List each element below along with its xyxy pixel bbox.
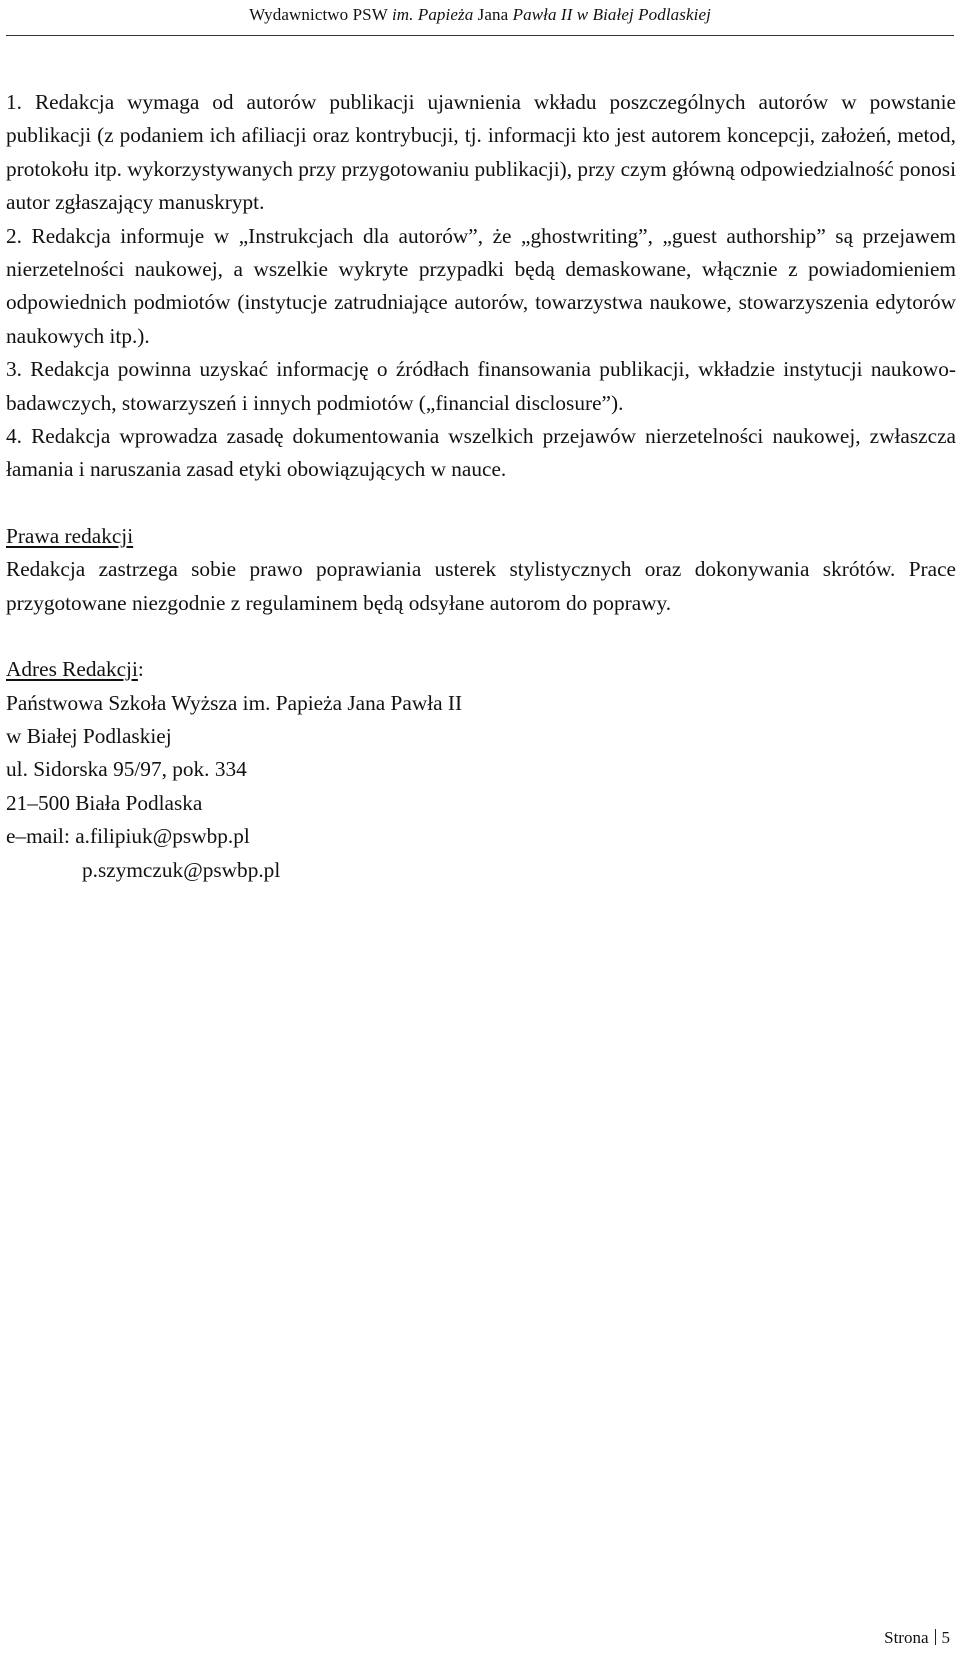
footer-label: Strona — [884, 1628, 929, 1647]
page-footer — [884, 1627, 950, 1649]
address-email-1: e–mail: a.filipiuk@pswbp.pl — [6, 824, 250, 849]
paragraph-3: 3. Redakcja powinna uzyskać informację o źródłach finansowania publikacji, wkładzie instytucji naukowo-badawczych, stowarzyszeń i innych podmiotów („financial disclosure”). — [6, 357, 956, 415]
header-school-italic: im. Papieża — [391, 5, 474, 24]
rights-text: Redakcja zastrzega sobie prawo poprawiania usterek stylistycznych oraz dokonywania skrótów. Prace przygotowane niezgodnie z regulaminem będą odsyłane autorom do poprawy. — [6, 557, 956, 615]
rights-title: Prawa redakcji — [6, 523, 134, 548]
paragraph-2: 2. Redakcja informuje w „Instrukcjach dla autorów”, że „ghostwriting”, „guest authorship” są przejawem nierzetelności naukowej, a wszelkie wykryte przypadki będą demaskowane, włącznie z powiadomieniem odpowiednich podmiotów (instytucje zatrudniające autorów, towarzystwa naukowe, stowarzyszenia edytorów naukowych itp.). — [6, 223, 956, 348]
address-heading — [6, 653, 956, 686]
document-body — [6, 86, 956, 887]
address-email-2: p.szymczuk@pswbp.pl — [82, 857, 281, 882]
paragraph-1: 1. Redakcja wymaga od autorów publikacji ujawnienia wkładu poszczególnych autorów w powstanie publikacji (z podaniem ich afiliacji oraz kontrybucji, tj. informacji kto jest autorem koncepcji, założeń, metod, protokołu itp. wykorzystywanych przy przygotowaniu publikacji), przy czym główną odpowiedzialność ponosi autor zgłaszający manuskrypt. — [6, 90, 956, 215]
footer-separator — [935, 1629, 936, 1645]
address-line-postal: 21–500 Biała Podlaska — [6, 790, 203, 815]
header-publisher: Wydawnictwo PSW — [249, 5, 388, 24]
address-title: Adres Redakcji — [6, 657, 138, 682]
header-name-italic: Pawła II w Białej Podlaskiej — [512, 5, 711, 24]
running-header — [0, 4, 960, 26]
address-title-colon: : — [137, 657, 144, 682]
paragraph-4: 4. Redakcja wprowadza zasadę dokumentowania wszelkich przejawów nierzetelności naukowej, zwłaszcza łamania i naruszania zasad etyki obowiązujących w nauce. — [6, 424, 956, 482]
page-number: 5 — [941, 1628, 950, 1647]
header-name-regular: Jana — [477, 5, 509, 24]
spacer — [6, 620, 956, 653]
address-line-institution: Państwowa Szkoła Wyższa im. Papieża Jana Pawła II — [6, 690, 463, 715]
address-line-street: ul. Sidorska 95/97, pok. 334 — [6, 757, 247, 782]
header-divider — [6, 35, 954, 36]
address-line-city: w Białej Podlaskiej — [6, 723, 172, 748]
spacer — [6, 487, 956, 520]
